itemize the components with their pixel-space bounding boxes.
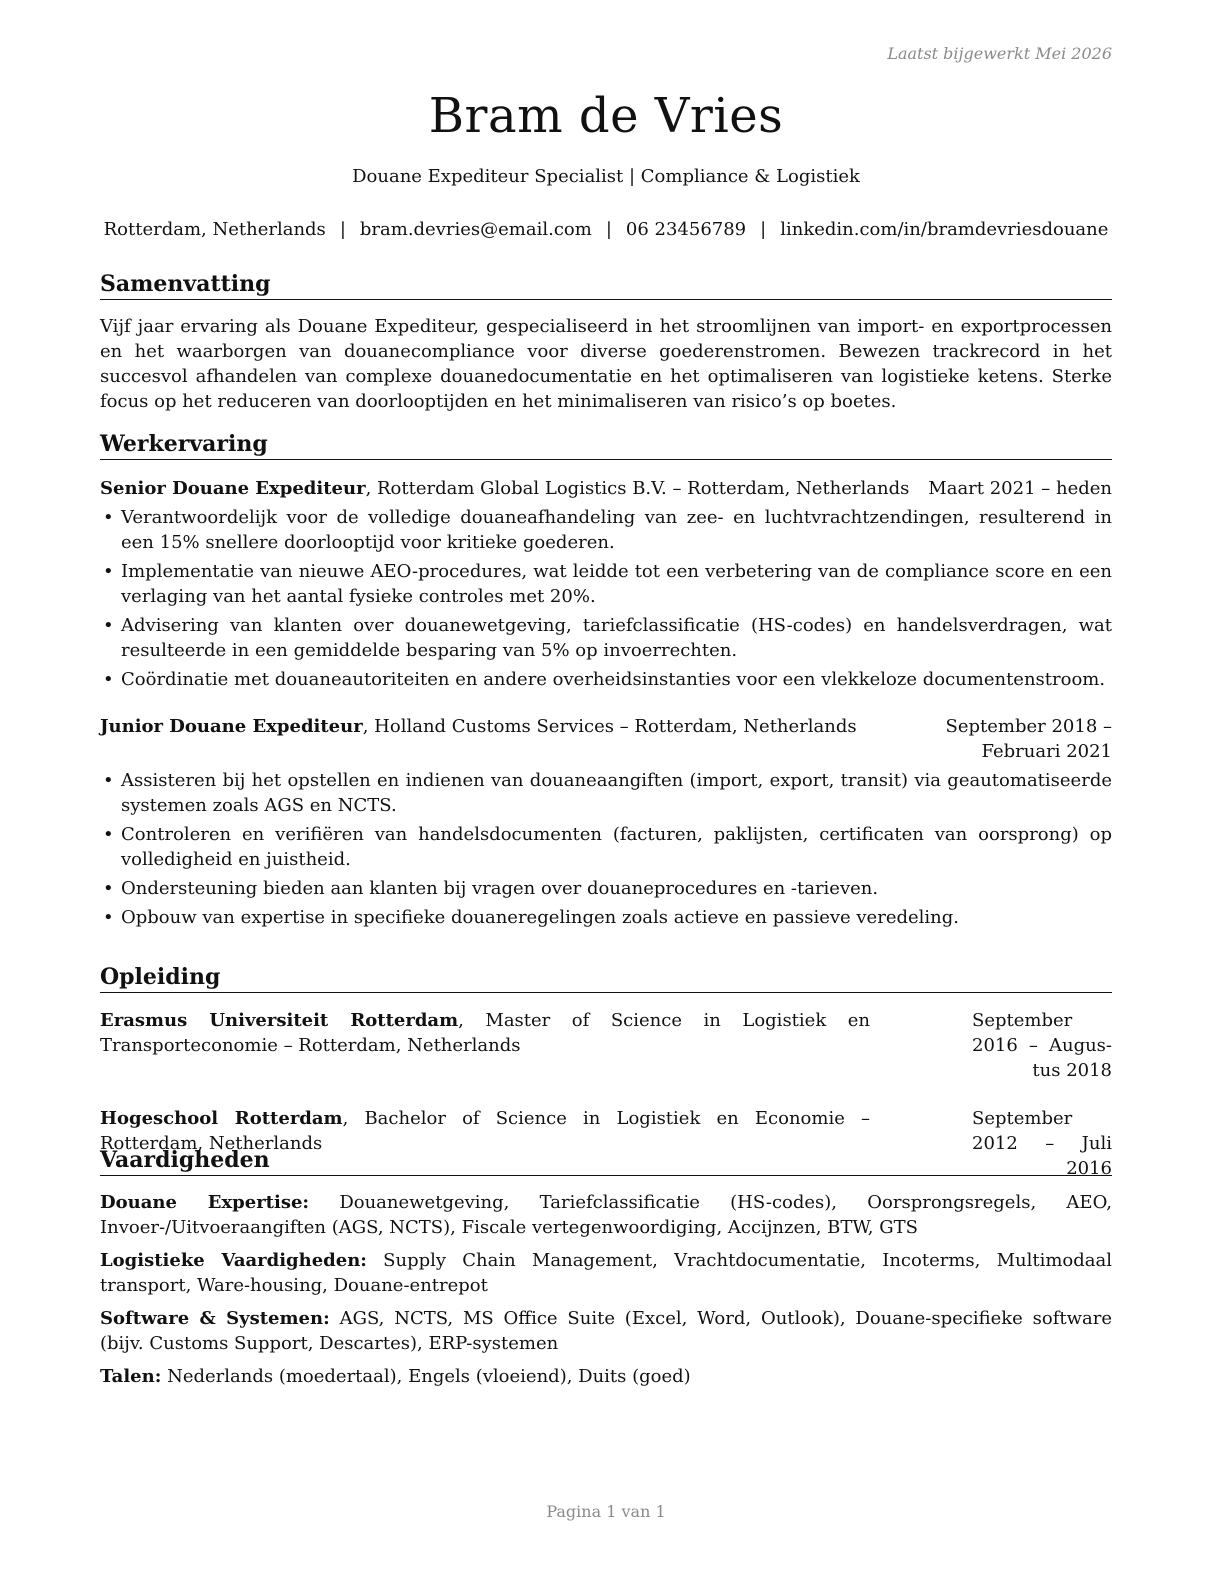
- skill-label: Logistieke Vaardigheden:: [100, 1250, 367, 1271]
- page-number: Pagina 1 van 1: [546, 1502, 666, 1521]
- skill-row: [100, 1190, 1112, 1240]
- summary-section: [100, 270, 1112, 414]
- job-dates: September 2018 – Februari 2021: [945, 716, 1112, 762]
- education-school: Hogeschool Rotterdam: [100, 1108, 343, 1129]
- experience-section: [100, 430, 1112, 934]
- job-title-line: [100, 476, 909, 501]
- education-school: Erasmus Universiteit Rotterdam: [100, 1010, 459, 1031]
- contact-separator: |: [760, 219, 767, 240]
- contact-email[interactable]: bram.devries@email.com: [359, 219, 592, 240]
- skill-label: Douane Expertise:: [100, 1192, 310, 1213]
- education-dates: September 2012 – Juli 2016: [972, 1108, 1112, 1179]
- job-company: , Holland Customs Services – Rotterdam, Netherlands: [362, 716, 857, 737]
- skill-text: Supply Chain Management, Vrachtdocumentatie, Incoterms, Multimodaal transport, Ware-housing, Douane-entrepot: [100, 1250, 1112, 1296]
- resume-page: [100, 0, 1112, 1584]
- skill-text: AGS, NCTS, MS Office Suite (Excel, Word, Outlook), Douane-specifieke software (bijv. Customs Support, Descartes), ERP-systemen: [100, 1308, 1113, 1354]
- job-title-line: [100, 714, 857, 764]
- job-header: [100, 476, 1112, 501]
- section-title-summary: Samenvatting: [100, 270, 1112, 300]
- list-item: • Controleren en verifiëren van handelsdocumenten (facturen, paklijsten, certificaten van oorsprong) op volledigheid en juistheid.: [100, 822, 1112, 872]
- list-item: • Implementatie van nieuwe AEO-procedures, wat leidde tot een verbetering van de compliance score en een verlaging van het aantal fysieke controles met 20%.: [100, 559, 1112, 609]
- job-bullets: [100, 505, 1112, 692]
- job-company: , Rotterdam Global Logistics B.V. – Rotterdam, Netherlands: [365, 478, 910, 499]
- skill-row: [100, 1364, 1112, 1389]
- skills-list: [100, 1190, 1112, 1389]
- list-item: • Advisering van klanten over douanewetgeving, tariefclassificatie (HS-codes) en handelsverdragen, wat resulteerde in een gemiddelde besparing van 5% op invoerrechten.: [100, 613, 1112, 663]
- contact-separator: |: [605, 219, 612, 240]
- skill-label: Talen:: [100, 1366, 162, 1387]
- skill-label: Software & Systemen:: [100, 1308, 330, 1329]
- skill-text: Nederlands (moedertaal), Engels (vloeiend), Duits (goed): [161, 1366, 691, 1387]
- list-item: • Ondersteuning bieden aan klanten bij vragen over douaneprocedures en -tarieven.: [100, 876, 1112, 901]
- contact-separator: |: [339, 219, 346, 240]
- skill-row: [100, 1306, 1112, 1356]
- contact-location: Rotterdam, Netherlands: [103, 219, 326, 240]
- job-role: Senior Douane Expediteur: [100, 478, 366, 499]
- summary-text: Vijf jaar ervaring als Douane Expediteur, gespecialiseerd in het stroomlijnen van import- en exportprocessen en het waarborgen van douanecompliance voor diverse goederenstromen. Bewezen trackrecord in het succesvol afhandelen van complexe douanedocumentatie en het optimaliseren van logistieke ketens. Sterke focus op het reduceren van doorlooptijden en het minimaliseren van risico’s op boetes.: [100, 316, 1112, 412]
- job-header: [100, 714, 1112, 764]
- list-item: • Coördinatie met douaneautoriteiten en andere overheidsinstanties voor een vlekkeloze documentenstroom.: [100, 667, 1112, 692]
- skill-text: Douanewetgeving, Tariefclassificatie (HS-codes), Oorsprongsregels, AEO, Invoer-/Uitvoeraangiften (AGS, NCTS), Fiscale vertegenwoordiging, Accijnzen, BTW, GTS: [100, 1192, 1112, 1238]
- list-item: • Verantwoordelijk voor de volledige douaneafhandeling van zee- en luchtvrachtzendingen, resulterend in een 15% snellere doorlooptijd voor kritieke goederen.: [100, 505, 1112, 555]
- job-entry: [100, 476, 1112, 692]
- skills-section: [100, 1146, 1112, 1397]
- last-updated-note: Laatst bijgewerkt Mei 2026: [887, 44, 1112, 63]
- contact-linkedin[interactable]: linkedin.com/in/bramdevriesdouane: [780, 219, 1109, 240]
- education-detail: , Bachelor of Science in Logistiek en Economie – Rotterdam, Netherlands: [100, 1108, 870, 1154]
- job-dates: Maart 2021 – heden: [928, 478, 1112, 499]
- section-title-skills: Vaardigheden: [100, 1146, 1112, 1176]
- job-entry: [100, 714, 1112, 930]
- contact-line: [100, 219, 1112, 240]
- section-title-education: Opleiding: [100, 963, 1112, 993]
- education-dates: September 2016 – Augus-tus 2018: [972, 1010, 1112, 1081]
- skill-row: [100, 1248, 1112, 1298]
- list-item: • Opbouw van expertise in specifieke douaneregelingen zoals actieve en passieve veredeling.: [100, 905, 1112, 930]
- headline: Douane Expediteur Specialist | Compliance & Logistiek: [352, 166, 860, 187]
- contact-phone: 06 23456789: [625, 219, 747, 240]
- education-entry: [100, 1008, 1112, 1083]
- job-role: Junior Douane Expediteur: [100, 716, 363, 737]
- candidate-name: Bram de Vries: [428, 88, 784, 144]
- list-item: • Assisteren bij het opstellen en indienen van douaneaangiften (import, export, transit) via geautomatiseerde systemen zoals AGS en NCTS.: [100, 768, 1112, 818]
- education-detail: , Master of Science in Logistiek en Transporteconomie – Rotterdam, Netherlands: [100, 1010, 870, 1056]
- job-bullets: [100, 768, 1112, 930]
- section-title-experience: Werkervaring: [100, 430, 1112, 460]
- education-degree-line: [100, 1008, 870, 1083]
